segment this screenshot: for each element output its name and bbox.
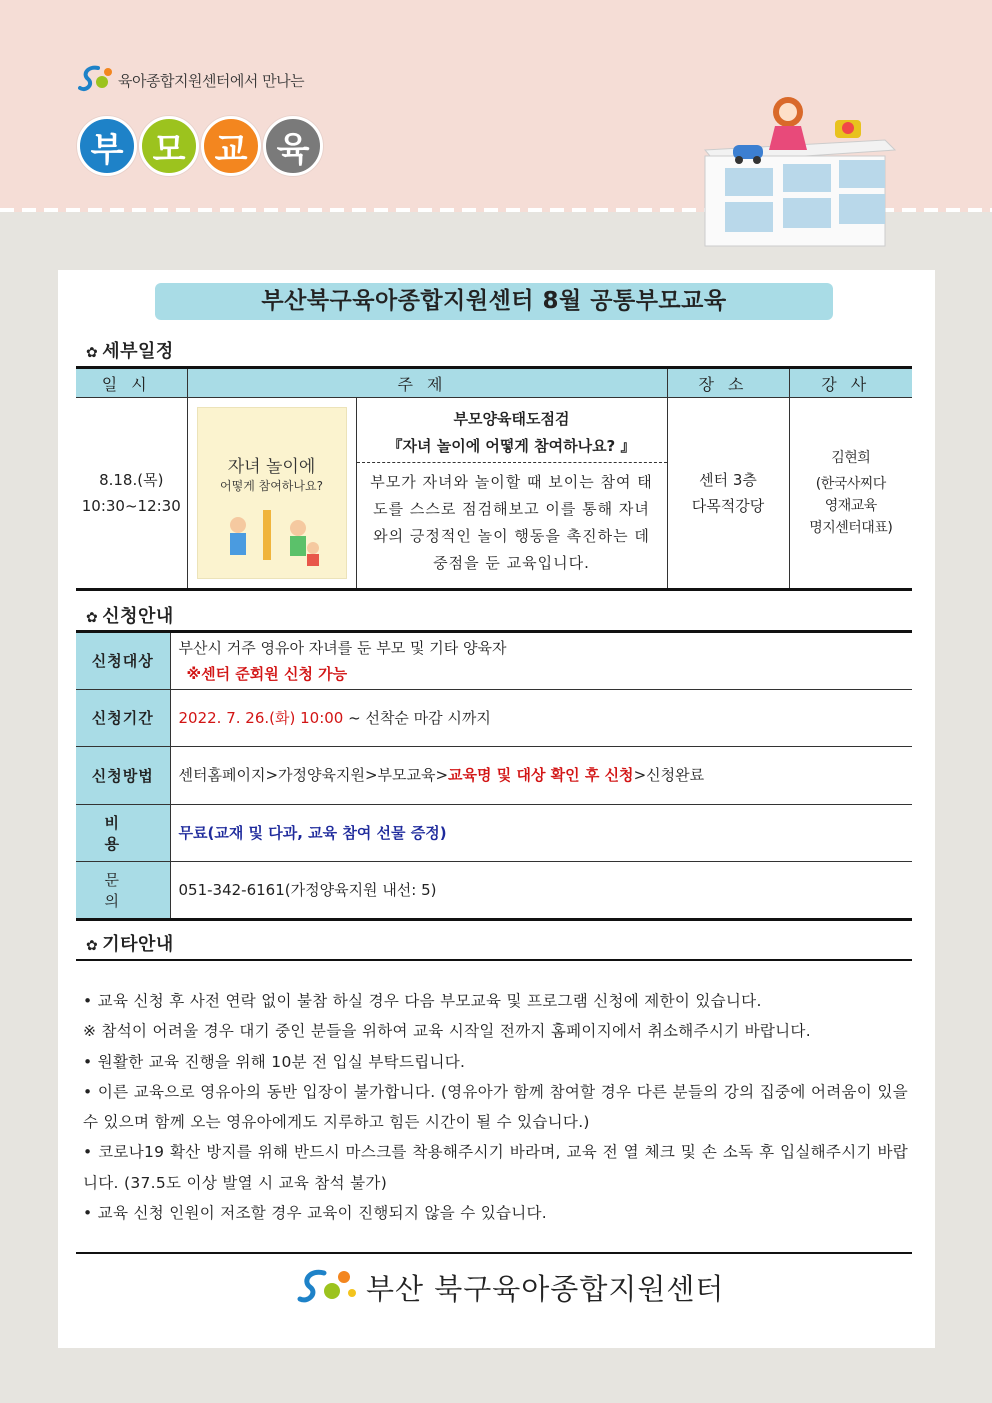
contact-value: 051-342-6161(가정양육지원 내선: 5) (178, 881, 437, 900)
period-rest: ~ 선착순 마감 시까지 (343, 708, 491, 727)
misc-item: ※ 참석이 어려울 경우 대기 중인 분들을 위하여 교육 시작일 전까지 홈페이지에서 취소해주시기 바랍니다. (83, 1022, 811, 1041)
misc-item: • 원활한 교육 진행을 위해 10분 전 입실 부탁드립니다. (83, 1052, 466, 1071)
place-line-1: 센터 3층 (699, 471, 757, 489)
period-date: 2022. 7. 26.(화) 10:00 (178, 708, 344, 727)
schedule-table (76, 366, 912, 591)
topic-cell (356, 398, 667, 590)
flower-icon: ✿ (86, 938, 99, 954)
period-label: 신청기간 (76, 689, 170, 747)
misc-item: • 교육 신청 인원이 저조할 경우 교육이 진행되지 않을 수 있습니다. (83, 1204, 548, 1223)
header-title (77, 116, 323, 176)
topic-title-1: 부모양육태도점검 (453, 409, 570, 428)
cost-value: 무료(교재 및 다과, 교육 참여 선물 증정) (170, 804, 912, 862)
lecturer-cell (789, 398, 912, 590)
center-logo-icon (296, 1265, 358, 1309)
target-value: 부산시 거주 영유아 자녀를 둔 부모 및 기타 양육자 (178, 638, 507, 657)
apply-table (76, 630, 912, 921)
lecturer-name: 김현희 (831, 450, 871, 466)
col-date: 일시 (76, 368, 187, 398)
header-logo (78, 62, 304, 98)
misc-item: • 교육 신청 후 사전 연락 없이 불참 하실 경우 다음 부모교육 및 프로그램 신청에 제한이 있습니다. (83, 992, 762, 1010)
col-place: 장소 (667, 368, 789, 398)
apply-row-target (76, 632, 912, 690)
apply-row-cost (76, 804, 912, 862)
misc-list (83, 986, 908, 1228)
cost-label: 비 용 (76, 804, 170, 862)
schedule-date: 8.18.(목) (99, 471, 164, 489)
method-label: 신청방법 (76, 747, 170, 805)
footer-org-name: 부산 북구육아종합지원센터 (366, 1271, 725, 1306)
col-topic: 주제 (187, 368, 667, 398)
method-suffix: >신청완료 (633, 766, 705, 785)
title-char-4: 육 (263, 116, 323, 176)
misc-heading-text: 기타안내 (102, 934, 174, 955)
title-char-3: 교 (201, 116, 261, 176)
lecturer-affiliation-1: (한국사찌다 (815, 476, 886, 492)
header-tagline: 육아종합지원센터에서 만나는 (118, 71, 305, 90)
book-cover-title (198, 458, 346, 496)
place-line-2: 다목적강당 (691, 497, 765, 515)
col-lecturer: 강사 (789, 368, 912, 398)
book-illustration (213, 500, 333, 570)
schedule-datetime (76, 398, 187, 590)
apply-row-contact (76, 862, 912, 920)
title-char-2: 모 (139, 116, 199, 176)
lecturer-affiliation-3: 명지센터대표) (809, 520, 893, 536)
book-cover-image (197, 407, 347, 579)
apply-row-period (76, 689, 912, 747)
book-cover-line-1: 자녀 놀이에 (227, 457, 316, 477)
center-logo-icon (78, 62, 114, 98)
toy-shelf-illustration (695, 90, 905, 250)
title-char-1: 부 (77, 116, 137, 176)
apply-row-method (76, 747, 912, 805)
misc-item: • 코로나19 확산 방지를 위해 반드시 마스크를 착용해주시기 바라며, 교육 전 열 체크 및 손 소독 후 입실해주시기 바랍니다. (37.5도 이상 발열 시 교육 참석 불가) (83, 1143, 908, 1192)
misc-heading (86, 930, 174, 956)
place-cell (667, 398, 789, 590)
misc-top-rule (76, 959, 912, 961)
apply-heading (86, 602, 174, 628)
flower-icon: ✿ (86, 345, 99, 361)
topic-title (357, 404, 667, 463)
topic-description: 부모가 자녀와 놀이할 때 보이는 참여 태도를 스스로 점검해보고 이를 통해 자녀와의 긍정적인 놀이 행동을 촉진하는 데 중점을 둔 교육입니다. (370, 472, 653, 572)
method-highlight: 교육명 및 대상 확인 후 신청 (448, 766, 634, 785)
contact-label: 문 의 (76, 862, 170, 920)
lecturer-affiliation-2: 영재교육 (824, 498, 877, 514)
main-card (58, 270, 935, 1348)
method-value (170, 747, 912, 805)
main-title: 부산북구육아종합지원센터 8월 공통부모교육 (155, 283, 833, 320)
schedule-time: 10:30~12:30 (81, 497, 181, 515)
flower-icon: ✿ (86, 610, 99, 626)
schedule-heading (86, 337, 174, 363)
schedule-heading-text: 세부일정 (102, 341, 174, 362)
topic-title-2: 『자녀 놀이에 어떻게 참여하나요? 』 (387, 436, 636, 455)
target-label: 신청대상 (76, 632, 170, 690)
target-value-cell (170, 632, 912, 690)
book-cover-line-2: 어떻게 참여하나요? (220, 479, 323, 493)
book-cell (187, 398, 356, 590)
period-value (170, 689, 912, 747)
target-note: ※센터 준회원 신청 가능 (186, 664, 348, 683)
footer-rule (76, 1252, 912, 1254)
apply-heading-text: 신청안내 (102, 606, 174, 627)
misc-item: • 이른 교육으로 영유아의 동반 입장이 불가합니다. (영유아가 함께 참여할 경우 다른 분들의 강의 집중에 어려움이 있을 수 있으며 함께 오는 영유아에게도 지루하고 힘든 시간이 될 수 있습니다.) (83, 1082, 908, 1132)
method-prefix: 센터홈페이지>가정양육지원>부모교육> (178, 766, 449, 785)
footer (296, 1265, 724, 1309)
